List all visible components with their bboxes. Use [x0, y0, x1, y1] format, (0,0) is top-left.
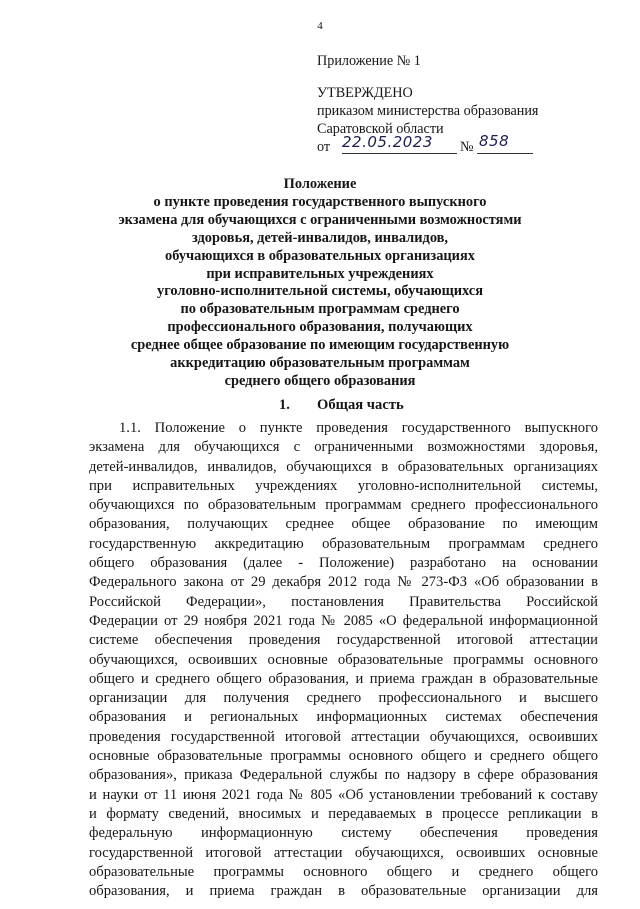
handwritten-number: 858 [479, 132, 510, 150]
body-line: системе обеспечения проведения государственной итоговой аттестации [89, 632, 598, 649]
date-prefix: от [317, 139, 331, 155]
body-line: при исправительных учреждениях уголовно-исполнительной системы, [89, 477, 598, 494]
approved-label: УТВЕРЖДЕНО [317, 85, 413, 101]
title-line: о пункте проведения государственного выпускного [153, 193, 487, 210]
body-line: экзамена для обучающихся с ограниченными возможностями здоровья, [89, 439, 598, 456]
number-sign: № [460, 139, 474, 155]
title-line: по образовательным программам среднего [180, 301, 460, 318]
body-line: общего и среднего общего образования, и приема граждан в образовательные [89, 670, 598, 687]
title-line: среднего общего образования [224, 372, 416, 389]
order-date-row [317, 132, 617, 158]
body-line: организации для получения среднего профессионального и высшего [89, 690, 598, 707]
body-line: образования», приказа Федеральной службы по надзору в сфере образования [89, 767, 598, 784]
body-line: и формату сведений, вносимых и передаваемых в процессе репликации в [89, 805, 598, 822]
body-line: и науки от 11 июня 2021 года № 805 «Об установлении требований к составу [89, 786, 598, 803]
title-line: при исправительных учреждениях [206, 265, 434, 282]
page-number: 4 [317, 20, 323, 32]
date-underline [342, 153, 457, 154]
title-line: уголовно-исполнительной системы, обучающихся [157, 283, 483, 300]
body-line: образования и региональных информационных системах обеспечения [89, 709, 598, 726]
title-line: среднее общее образование по имеющим государственную [130, 337, 510, 354]
title-line: обучающихся в образовательных организациях [165, 247, 475, 264]
body-line: проведения государственной итоговой аттестации обучающихся, освоивших [89, 728, 598, 745]
body-line: Федерации от 29 ноября 2021 года № 2085 «О федеральной информационной [89, 612, 598, 629]
handwritten-date: 22.05.2023 [342, 133, 433, 151]
approval-line-2: Саратовской области [317, 121, 444, 137]
body-line: основные образовательные программы основного общего и среднего общего [89, 748, 598, 765]
body-line: федеральную информационную систему обеспечения проведения [89, 825, 598, 842]
section-title: Общая часть [317, 397, 404, 413]
number-underline [477, 153, 533, 154]
approval-block [317, 52, 617, 158]
body-line: образовательные программы основного общего и среднего общего [89, 863, 598, 880]
title-line: аккредитацию образовательным программам [170, 355, 470, 372]
section-number: 1. [279, 397, 290, 413]
title-line: Положение [283, 176, 357, 192]
body-line: государственной итоговой аттестации обучающихся, освоивших основные [89, 844, 598, 861]
body-line: образования, и приема граждан в образовательные организации для [89, 883, 598, 900]
body-line: образования, получающих среднее общее образование по имеющим [89, 516, 598, 533]
body-line: 1.1. Положение о пункте проведения государственного выпускного [119, 420, 598, 436]
body-line: обучающихся, освоивших основные образовательные программы основного [89, 651, 598, 668]
title-line: здоровья, детей-инвалидов, инвалидов, [191, 229, 449, 246]
body-line: детей-инвалидов, инвалидов, обучающихся в образовательных организациях [89, 458, 598, 475]
body-line: Российской Федерации», постановления Правительства Российской [89, 593, 598, 610]
body-line: государственную аккредитацию образовательным программам среднего [89, 535, 598, 552]
annex-label: Приложение № 1 [317, 53, 421, 69]
title-line: экзамена для обучающихся с ограниченными возможностями [118, 211, 522, 228]
document-title [80, 176, 560, 391]
body-line: общего образования (далее - Положение) разработано на основании [89, 555, 598, 572]
title-line: профессионального образования, получающих [167, 319, 473, 336]
approval-line-1: приказом министерства образования [317, 103, 539, 119]
body-line: Федерального закона от 29 декабря 2012 года № 273-ФЗ «Об образовании в [89, 574, 598, 591]
body-paragraph [89, 419, 598, 901]
body-line: обучающихся по образовательным программам среднего профессионального [89, 497, 598, 514]
